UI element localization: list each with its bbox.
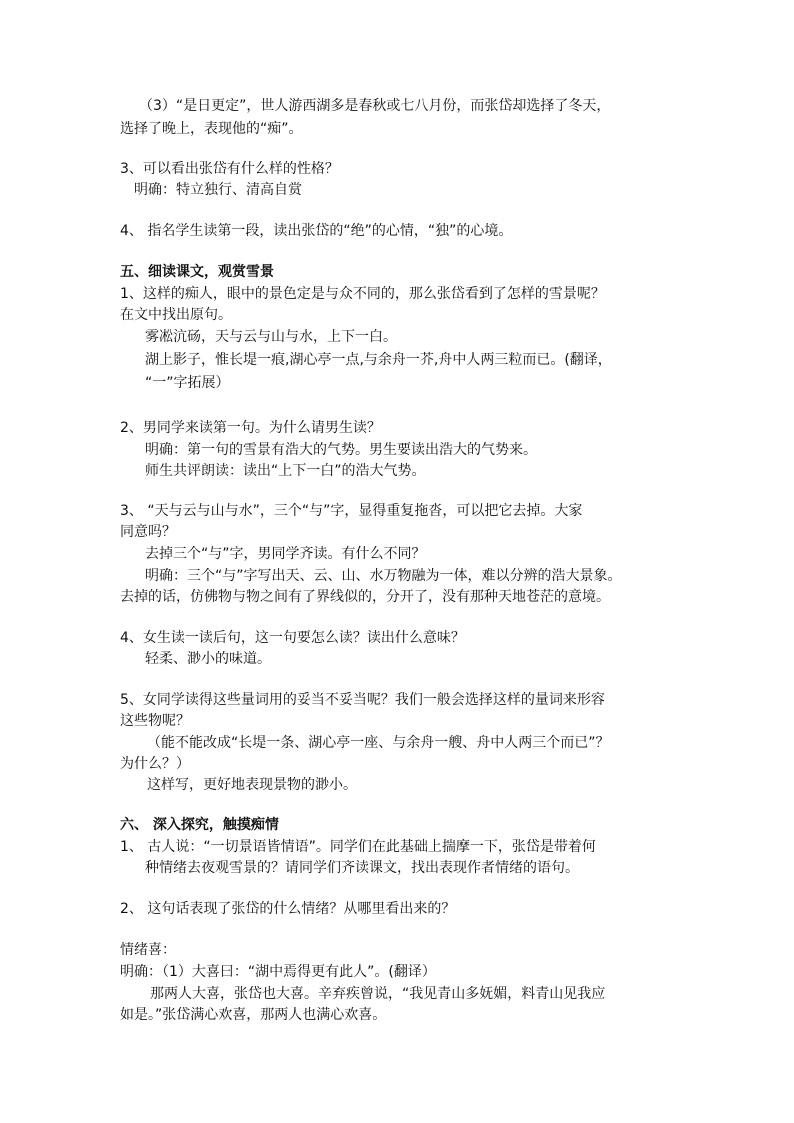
quote-line: 雾凇沆砀，天与云与山与水，上下一白。 [145,329,397,345]
answer-line: 明确：三个“与”字写出天、云、山、水万物融为一体，难以分辨的浩大景象。 [145,568,622,584]
question-3: 3、可以看出张岱有什么样的性格？ [120,161,339,177]
text-line: 这些物呢？ [120,713,190,729]
answer-line: 明确：（1）大喜曰：“湖中焉得更有此人”。(翻译） [120,964,436,980]
section-heading-6: 六、 深入探究，触摸痴情 [120,817,279,833]
answer-line: 明确：第一句的雪景有浩大的气势。男生要读出浩大的气势来。 [145,442,537,458]
text-line: 这样写，更好地表现景物的渺小。 [147,777,357,793]
text-line: 为什么？） [120,756,190,772]
text-line: 如是。”张岱满心欢喜，那两人也满心欢喜。 [120,1007,387,1023]
question-1: 1、 古人说：“一切景语皆情语”。同学们在此基础上揣摩一下，张岱是带着何 [120,839,596,855]
question-3b: 3、 “天与云与山与水”，三个“与”字，显得重复拖沓，可以把它去掉。大家 [120,503,583,519]
text-line: “一”字拓展） [145,375,230,391]
question-2b: 2、 这句话表现了张岱的什么情绪？从哪里看出来的？ [120,901,456,917]
text-line: 在文中找出原句。 [120,307,232,323]
quote-line: 湖上影子，惟长堤一痕,湖心亭一点,与余舟一芥,舟中人两三粒而已。(翻译， [145,352,612,368]
text-line: 轻柔、渺小的味道。 [145,651,271,667]
text-line: 同意吗？ [120,524,176,540]
text-line: （3）“是日更定”，世人游西湖多是春秋或七八月份，而张岱却选择了冬天， [139,98,611,114]
text-line: 种情绪去夜观雪景的？请同学们齐读课文，找出表现作者情绪的语句。 [145,860,579,876]
answer-line: 明确：特立独行、清高自赏 [134,182,302,198]
text-line: （能不能改成“长堤一条、湖心亭一座、与余舟一艘、舟中人两三个而已”？ [147,735,610,751]
text-line: 那两人大喜，张岱也大喜。辛弃疾曾说，“我见青山多妩媚，料青山见我应 [150,986,606,1002]
text-line: 师生共评朗读：读出“上下一白”的浩大气势。 [145,463,426,479]
question-5: 5、女同学读得这些量词用的妥当不妥当呢？我们一般会选择这样的量词来形容 [120,692,605,708]
question-4: 4、 指名学生读第一段，读出张岱的“绝”的心情，“独”的心境。 [120,223,513,239]
question-2: 2、男同学来读第一句。为什么请男生读？ [120,420,381,436]
text-line: 1、这样的痴人，眼中的景色定是与众不同的，那么张岱看到了怎样的雪景呢？ [120,286,605,302]
section-heading-5: 五、细读课文，观赏雪景 [120,264,274,280]
text-line: 情绪喜： [120,942,176,958]
text-line: 去掉的话，仿佛物与物之间有了界线似的，分开了，没有那种天地苍茫的意境。 [120,589,610,605]
question-4b: 4、女生读一读后句，这一句要怎么读？读出什么意味？ [120,630,465,646]
text-line: 去掉三个“与”字，男同学齐读。有什么不同？ [145,546,426,562]
text-line: 选择了晚上，表现他的“痴”。 [120,121,303,137]
